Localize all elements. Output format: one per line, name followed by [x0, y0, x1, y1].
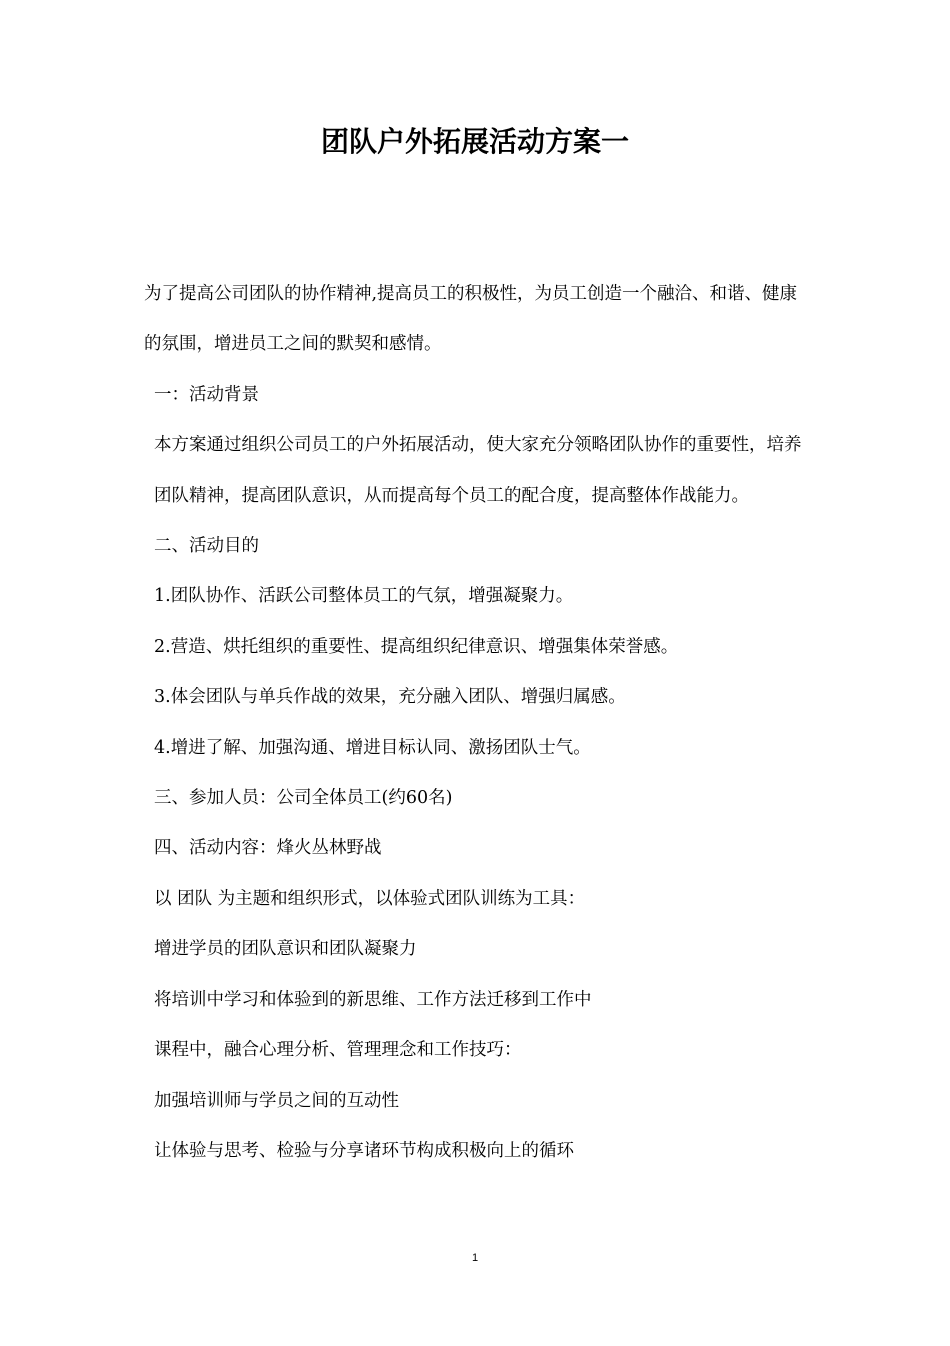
purpose-item-1: 1.团队协作、活跃公司整体员工的气氛，增强凝聚力。	[154, 586, 574, 607]
page-number: 1	[471, 1252, 479, 1264]
content-line-5: 加强培训师与学员之间的互动性	[154, 1090, 399, 1111]
content-line-2: 增进学员的团队意识和团队凝聚力	[154, 939, 417, 960]
intro-paragraph: 为了提高公司团队的协作精神,提高员工的积极性，为员工创造一个融洽、和谐、健康的氛围，增进员工之间的默契和感情。	[144, 284, 798, 355]
background-paragraph: 本方案通过组织公司员工的户外拓展活动，使大家充分领略团队协作的重要性，培养团队精神，提高团队意识，从而提高每个员工的配合度，提高整体作战能力。	[154, 435, 802, 506]
section-heading-background: 一：活动背景	[154, 384, 259, 405]
content-line-4: 课程中，融合心理分析、管理理念和工作技巧：	[154, 1040, 522, 1061]
section-heading-participants: 三、参加人员：公司全体员工(约60名)	[154, 788, 453, 809]
document-body	[144, 269, 809, 1176]
purpose-item-4: 4.增进了解、加强沟通、增进目标认同、激扬团队士气。	[154, 737, 591, 758]
section-heading-content: 四、活动内容：烽火丛林野战	[154, 838, 382, 859]
document-title: 团队户外拓展活动方案一	[320, 125, 629, 158]
content-line-3: 将培训中学习和体验到的新思维、工作方法迁移到工作中	[154, 989, 592, 1010]
section-heading-purpose: 二、活动目的	[154, 536, 259, 557]
content-line-6: 让体验与思考、检验与分享诸环节构成积极向上的循环	[154, 1140, 574, 1161]
content-line-1: 以 团队 为主题和组织形式，以体验式团队训练为工具：	[154, 888, 586, 909]
purpose-item-3: 3.体会团队与单兵作战的效果，充分融入团队、增强归属感。	[154, 687, 626, 708]
purpose-item-2: 2.营造、烘托组织的重要性、提高组织纪律意识、增强集体荣誉感。	[154, 636, 679, 657]
